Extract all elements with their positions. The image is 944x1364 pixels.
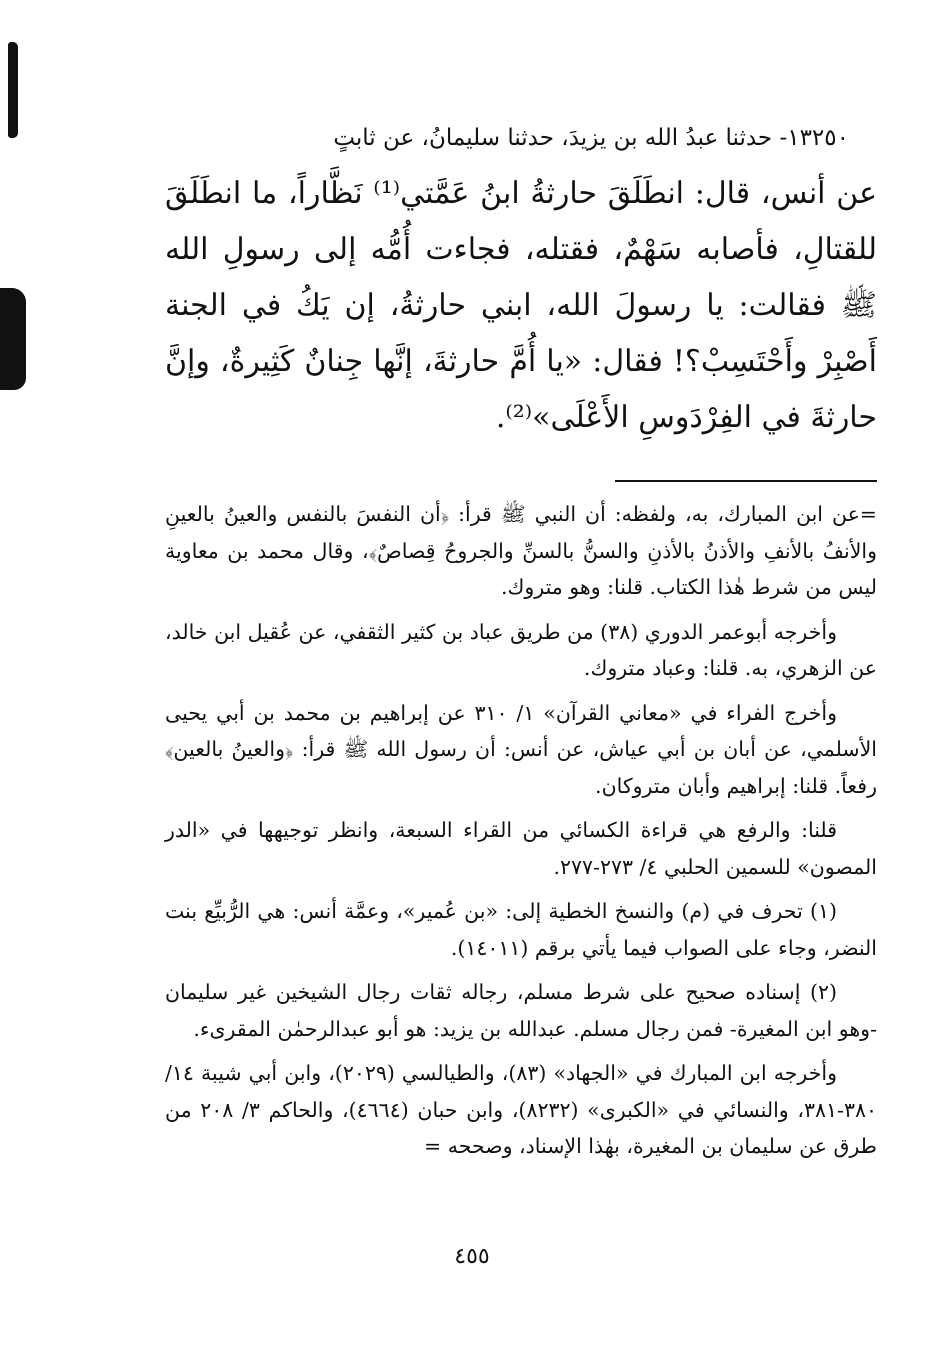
scan-edge-mark [8,42,18,138]
page-body [165,110,877,1173]
footnote-paragraph: وأخرجه أبوعمر الدوري (٣٨) من طريق عباد بن كثير الثقفي، عن عُقيل ابن خالد، عن الزهري، به. قلنا: وعباد متروك. [165,619,877,680]
footnote-1: (١) تحرف في (م) والنسخ الخطية إلى: «بن عُمير»، وعمَّة أنس: هي الرُّبيِّع بنت النضر، وجاء على الصواب فيما يأتي برقم (١٤٠١١). [165,899,877,960]
footnote-2: (٢) إسناده صحيح على شرط مسلم، رجاله ثقات رجال الشيخين غير سليمان -وهو ابن المغيرة- فمن رجال مسلم. عبدالله بن يزيد: هو أبو عبدالرحمٰن المقرىء. [165,980,877,1041]
hadith-isnad: ١٣٢٥٠- حدثنا عبدُ الله بن يزيدَ، حدثنا سليمانُ، عن ثابتٍ [333,125,849,151]
hadith-text [165,110,877,446]
footnote-paragraph: وأخرج الفراء في «معاني القرآن» ١/ ٣١٠ عن إبراهيم بن محمد بن أبي يحيى الأسلمي، عن أبان بن أبي عياش، عن أنس: أن رسول الله ﷺ قرأ: ﴿والعينُ بالعين﴾ رفعاً. قلنا: إبراهيم وأبان متروكان. [165,700,877,798]
footnote-separator [615,480,877,482]
footnote-paragraph: =عن ابن المبارك، به، ولفظه: أن النبي ﷺ قرأ: ﴿أن النفسَ بالنفس والعينُ بالعينِ والأنفُ بالأنفِ والأذنُ بالأذنِ والسنُّ بالسنِّ والجروحُ قِصاصٌ﴾، وقال محمد بن معاوية ليس من شرط هٰذا الكتاب. قلنا: وهو متروك. [165,502,877,599]
footnote-paragraph: قلنا: والرفع هي قراءة الكسائي من القراء السبعة، وانظر توجيهها في «الدر المصون» للسمين الحلبي ٤/ ٢٧٣-٢٧٧. [165,818,877,879]
footnote-paragraph: وأخرجه ابن المبارك في «الجهاد» (٨٣)، والطيالسي (٢٠٢٩)، وابن أبي شيبة ١٤/ ٣٨٠-٣٨١، والنسائي في «الكبرى» (٨٢٣٢)، وابن حبان (٤٦٦٤)، والحاكم ٣/ ٢٠٨ من طرق عن سليمان بن المغيرة، بهٰذا الإسناد، وصححه = [165,1061,877,1158]
hadith-matn: عن أنس، قال: انطَلَقَ حارثةُ ابنُ عَمَّتي⁽¹⁾ نَظَّاراً، ما انطَلَقَ للقتالِ، فأصابه سَهْمٌ، فقتله، فجاءت أُمُّه إلى رسولِ الله ﷺ فقالت: يا رسولَ الله، ابني حارثةُ، إن يَكُ في الجنة أَصْبِرْ وأَحْتَسِبْ؟! فقال: «يا أُمَّ حارثةَ، إنَّها جِنانٌ كَثِيرةٌ، وإنَّ حارثةَ في الفِرْدَوسِ الأَعْلَى»⁽²⁾. [165,176,877,435]
scan-edge-mark [0,288,26,390]
page-number: ٤٥٥ [454,1244,490,1269]
footnotes [165,496,877,1165]
